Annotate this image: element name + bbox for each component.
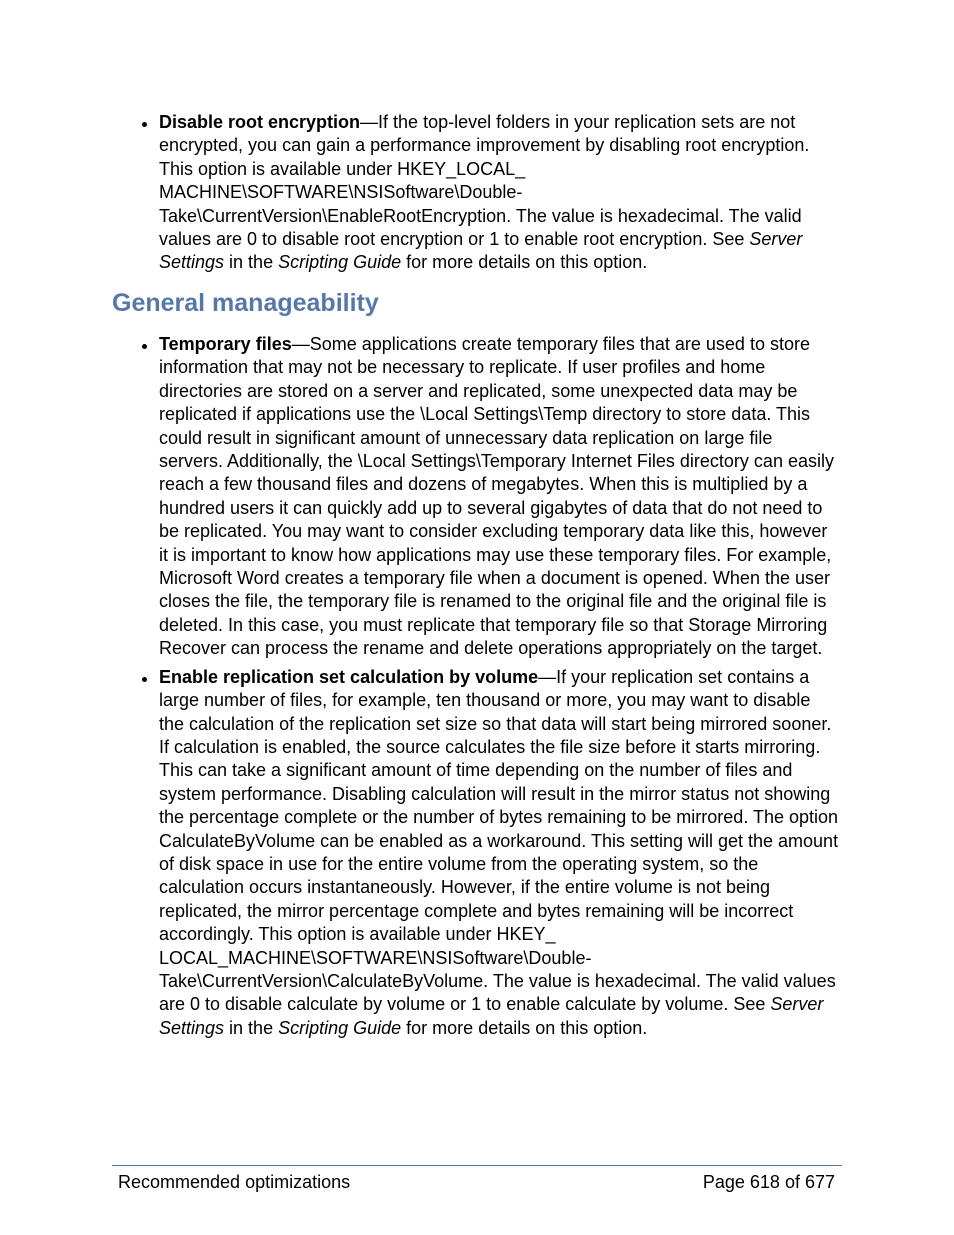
item-registry-path: MACHINE\SOFTWARE\NSISoftware\Double-	[159, 182, 523, 203]
item-term: Disable root encryption	[159, 112, 361, 132]
footer-divider	[112, 1165, 842, 1166]
footer-page-number: Page 618 of 677	[702, 1172, 835, 1192]
reference-scripting-guide: Scripting Guide	[278, 1017, 402, 1038]
item-text: Take\CurrentVersion\CalculateByVolume. The value is hexadecimal. The valid values are 0 to disable calculate by volume or 1 to enable calculate by volume. See	[159, 970, 836, 1015]
item-text: for more details on this option.	[401, 1017, 648, 1038]
item-text: —Some applications create temporary files that are used to store information that may not be necessary to replicate. If user profiles and home directories are stored on a server and replicated, some unexpected data may be replicated if applications use the \Local Settings\Temp directory to store data. This could result in significant amount of unnecessary data replication on large file servers. Additionally, the \Local Settings\Temporary Internet Files directory can easily reach a few thousand files and dozens of megabytes. When this is multiplied by a hundred users it can quickly add up to several gigabytes of data that do not need to be replicated. You may want to consider excluding temporary data like this, however it is important to know how applications may use these temporary files. For example, Microsoft Word creates a temporary file when a document is opened. When the user closes the file, the temporary file is renamed to the original file and the original file is deleted. In this case, you must replicate that temporary file so that Storage Mirroring Recover can process the rename and delete operations appropriately on the target.	[159, 334, 834, 659]
item-text: Take\CurrentVersion\EnableRootEncryption. The value is hexadecimal. The valid values are 0 to disable root encryption or 1 to enable root encryption. See	[159, 205, 802, 250]
list-item-temporary-files	[159, 333, 839, 661]
item-term: Enable replication set calculation by volume	[159, 666, 539, 687]
list-item-calculation-by-volume	[159, 666, 839, 1041]
item-text: —If the top-level folders in your replication sets are not encrypted, you can gain a performance improvement by disabling root encryption. This option is available under HKEY_LOCAL_	[159, 112, 810, 179]
item-text: for more details on this option.	[401, 252, 648, 273]
item-text: in the	[224, 252, 279, 273]
item-term: Temporary files	[159, 334, 292, 354]
item-registry-path: LOCAL_MACHINE\SOFTWARE\NSISoftware\Double-	[159, 947, 592, 968]
reference-server-settings: Server Settings	[159, 994, 824, 1038]
item-text: in the	[224, 1017, 279, 1038]
item-text: —If your replication set contains a large number of files, for example, ten thousand or more, you may want to disable the calculation of the replication set size so that data will start being mirrored sooner. If calculation is enabled, the source calculates the file size before it starts mirroring. This can take a significant amount of time depending on the number of files and system performance. Disabling calculation will result in the mirror status not showing the percentage complete or the number of bytes remaining to be mirrored. The option CalculateByVolume can be enabled as a workaround. This setting will get the amount of disk space in use for the entire volume from the operating system, so the calculation occurs instantaneously. However, if the entire volume is not being replicated, the mirror percentage complete and bytes remaining will be incorrect accordingly. This option is available under HKEY_	[159, 666, 839, 945]
footer-section-title: Recommended optimizations	[118, 1172, 351, 1192]
section-heading-general-manageability: General manageability	[112, 289, 379, 317]
reference-server-settings: Server Settings	[159, 229, 803, 273]
intro-bullet-list	[159, 111, 839, 275]
general-bullet-list	[159, 333, 839, 1040]
reference-scripting-guide: Scripting Guide	[278, 252, 402, 273]
list-item-disable-root-encryption	[159, 111, 839, 275]
